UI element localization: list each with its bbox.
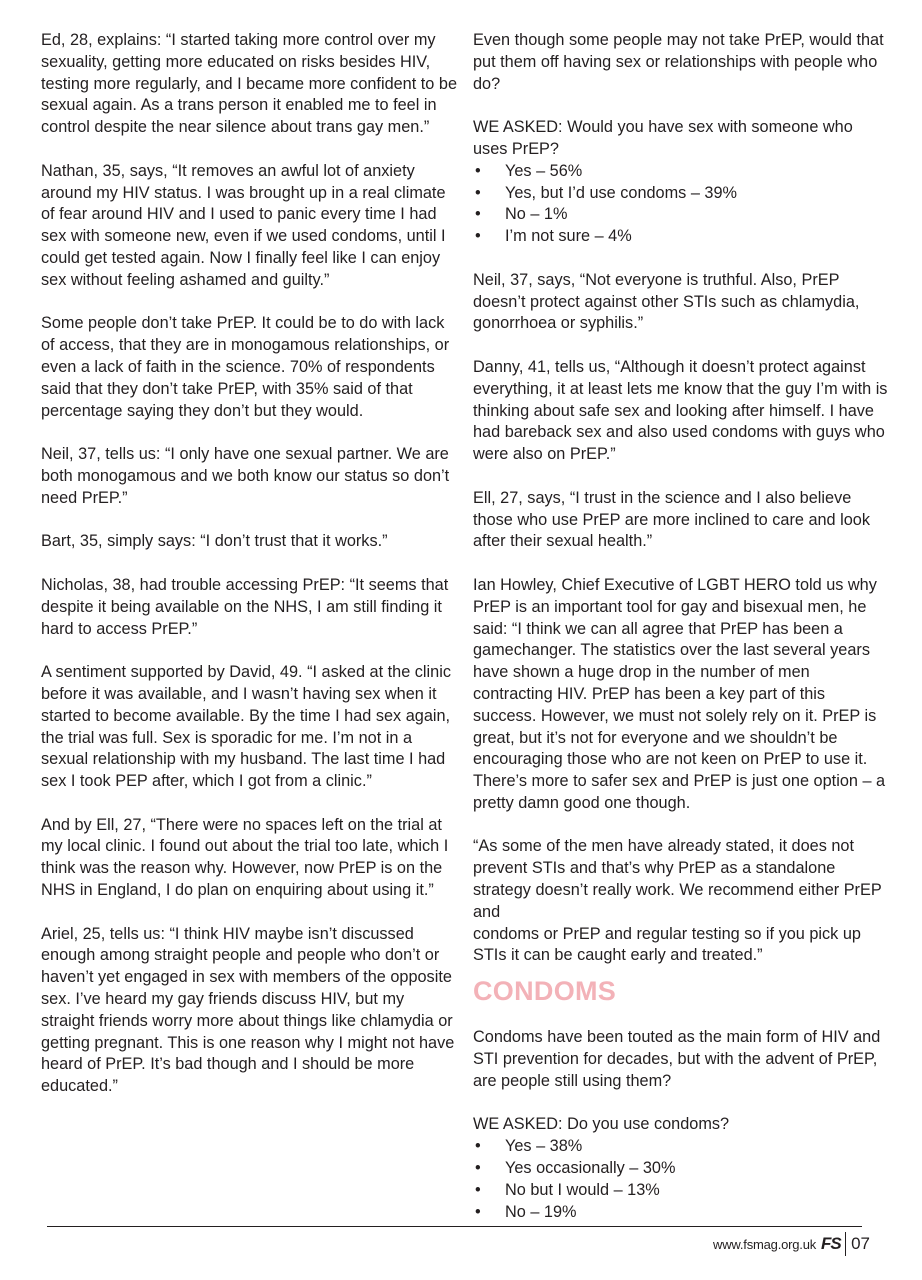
survey-answers-condoms bbox=[473, 1136, 891, 1223]
list-item: • No but I would – 13% bbox=[473, 1180, 891, 1202]
paragraph-neil: Neil, 37, tells us: “I only have one sexual partner. We are both monogamous and we both know our status so don’t need PrEP.” bbox=[41, 445, 450, 507]
paragraph-bart: Bart, 35, simply says: “I don’t trust that it works.” bbox=[41, 532, 388, 551]
list-item: • Yes, but I’d use condoms – 39% bbox=[473, 183, 891, 205]
right-column bbox=[473, 30, 891, 1245]
list-item: • Yes occasionally – 30% bbox=[473, 1158, 891, 1180]
paragraph-ian-howley: Ian Howley, Chief Executive of LGBT HERO told us why PrEP is an important tool for gay and bisexual men, he said: “I think we can all agree that PrEP has been a gamechanger. The statistics over the last several years have shown a huge drop in the number of men contracting HIV. PrEP has been a key part of this success. However, we must not solely rely on it. PrEP is great, but it’s not for everyone and we shouldn’t be encouraging those who are not keen on PrEP to use it. There’s more to safer sex and PrEP is just one option – a pretty damn good one though. bbox=[473, 575, 886, 812]
survey-answers-prep bbox=[473, 161, 891, 248]
paragraph-ariel: Ariel, 25, tells us: “I think HIV maybe isn’t discussed enough among straight people and people who don’t or haven’t yet engaged in sex with members of the opposite sex. I’ve heard my gay friends discuss HIV, but my straight friends worry more about things like chlamydia or getting pregnant. This is one reason why I might not have heard of PrEP. It’s bad though and I should be more educated.” bbox=[41, 924, 455, 1096]
footer-divider bbox=[845, 1232, 846, 1256]
page-footer bbox=[713, 1232, 870, 1256]
survey-question-prep: WE ASKED: Would you have sex with someone who uses PrEP? bbox=[473, 118, 853, 158]
list-item: • No – 1% bbox=[473, 204, 891, 226]
paragraph-access-cont: percentage saying they don’t but they would. bbox=[41, 401, 364, 420]
paragraph-neil-quote: Neil, 37, says, “Not everyone is truthful. Also, PrEP doesn’t protect against other STIs such as chlamydia, gonorrhoea or syphilis.” bbox=[473, 270, 860, 333]
paragraph-david: A sentiment supported by David, 49. “I asked at the clinic before it was available, and I wasn’t having sex when it started to become available. By the time I had sex again, the trial was full. Sex is sporadic for me. I’m not in a sexual relationship with my husband. The last time I had sex I took PEP after, which I got from a clinic.” bbox=[41, 663, 451, 791]
paragraph-condoms-intro: Condoms have been touted as the main form of HIV and STI prevention for decades, but with the advent of PrEP, are people still using them? bbox=[473, 1028, 881, 1090]
fs-logo: FS bbox=[821, 1234, 841, 1253]
paragraph-ell-quote: Ell, 27, says, “I trust in the science and I also believe those who use PrEP are more inclined to care and look after their sexual health.” bbox=[473, 488, 871, 551]
paragraph-intro: Even though some people may not take PrEP, would that put them off having sex or relationships with people who do? bbox=[473, 31, 884, 93]
paragraph-stis: “As some of the men have already stated, it does not prevent STIs and that’s why PrEP as a standalone strategy doesn’t really work. We recommend either PrEP and bbox=[473, 837, 882, 921]
list-item: • I’m not sure – 4% bbox=[473, 226, 891, 248]
left-column bbox=[41, 30, 459, 1120]
paragraph-ell: And by Ell, 27, “There were no spaces left on the trial at my local clinic. I found out about the trial too late, which I think was the reason why. However, now PrEP is on the NHS in England, I do plan on enquiring about using it.” bbox=[41, 815, 449, 900]
list-item: • Yes – 38% bbox=[473, 1136, 891, 1158]
page-number: 07 bbox=[851, 1234, 870, 1253]
paragraph-stis-cont: condoms or PrEP and regular testing so if you pick up STIs it can be caught early and treated.” bbox=[473, 924, 861, 965]
paragraph-nicholas: Nicholas, 38, had trouble accessing PrEP: “It seems that despite it being available on the NHS, I am still finding it hard to access PrEP.” bbox=[41, 575, 449, 638]
paragraph-nathan: Nathan, 35, says, “It removes an awful lot of anxiety around my HIV status. I was brought up in a real climate of fear around HIV and I used to panic every time I had sex with someone new, even if we used condoms, until I could get tested again. Now I finally feel like I can enjoy sex without feeling ashamed and guilty.” bbox=[41, 161, 446, 289]
paragraph-danny: Danny, 41, tells us, “Although it doesn’t protect against everything, it at least lets me know that the guy I’m with is thinking about safe sex and looking after himself. I have had bareback sex and also used condoms with guys who were also on PrEP.” bbox=[473, 357, 888, 464]
list-item: • No – 19% bbox=[473, 1202, 891, 1224]
paragraph-ed: Ed, 28, explains: “I started taking more control over my sexuality, getting more educated on risks besides HIV, testing more regularly, and I became more confident to be sexual again. As a trans person it enabled me to feel in control despite the near silence about trans gay men.” bbox=[41, 31, 457, 137]
survey-question-condoms: WE ASKED: Do you use condoms? bbox=[473, 1115, 730, 1134]
list-item: • Yes – 56% bbox=[473, 161, 891, 183]
paragraph-access: Some people don’t take PrEP. It could be to do with lack of access, that they are in monogamous relationships, or even a lack of faith in the science. 70% of respondents said that they don’t take PrEP, with 35% said of that bbox=[41, 314, 450, 398]
footer-rule bbox=[47, 1226, 862, 1227]
section-heading-condoms: CONDOMS bbox=[473, 976, 617, 1007]
footer-url[interactable]: www.fsmag.org.uk bbox=[713, 1236, 817, 1252]
